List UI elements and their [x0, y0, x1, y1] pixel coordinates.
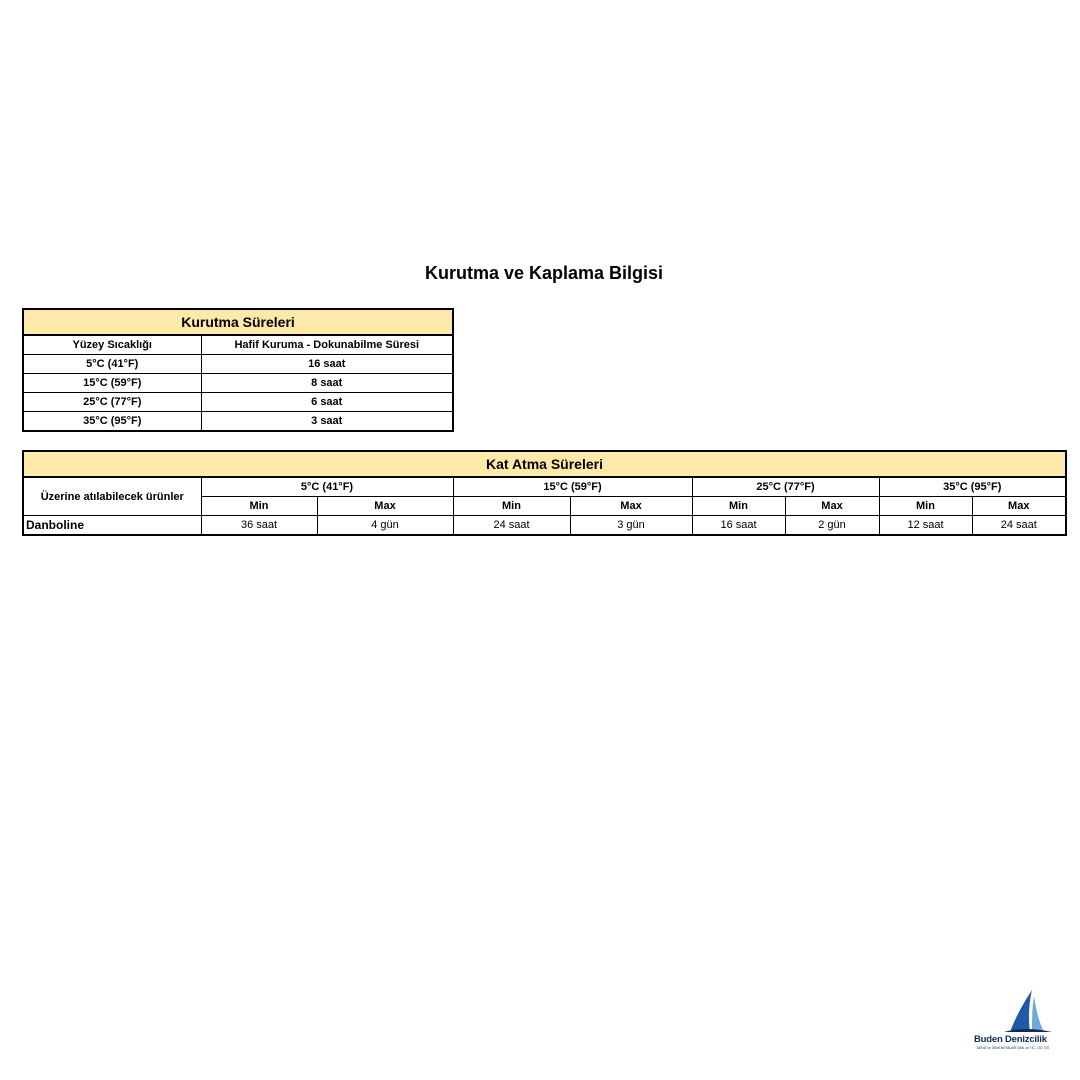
min-value-cell: 12 saat [879, 516, 972, 536]
table-row [23, 393, 453, 412]
min-value-cell: 36 saat [201, 516, 317, 536]
temperature-cell: 35°C (95°F) [23, 412, 201, 432]
column-header-drying-time: Hafif Kuruma - Dokunabilme Süresi [201, 335, 453, 355]
table-row [23, 355, 453, 374]
temperature-group-header: 35°C (95°F) [879, 477, 1066, 497]
min-header: Min [879, 497, 972, 516]
table-row [23, 412, 453, 432]
max-value-cell: 24 saat [972, 516, 1066, 536]
logo-name: Buden Denizcilik [974, 1034, 1047, 1045]
table-row [23, 516, 1066, 536]
drying-heading: Kurutma Süreleri [23, 309, 453, 335]
temperature-group-header: 15°C (59°F) [453, 477, 692, 497]
max-header: Max [785, 497, 879, 516]
temperature-cell: 5°C (41°F) [23, 355, 201, 374]
drying-time-cell: 8 saat [201, 374, 453, 393]
max-value-cell: 4 gün [317, 516, 453, 536]
sailboat-icon [974, 988, 1074, 1036]
min-value-cell: 24 saat [453, 516, 570, 536]
products-label: Üzerine atılabilecek ürünler [23, 477, 201, 516]
temperature-group-header: 5°C (41°F) [201, 477, 453, 497]
column-header-temperature: Yüzey Sıcaklığı [23, 335, 201, 355]
recoat-heading: Kat Atma Süreleri [23, 451, 1066, 477]
product-name: Danboline [23, 516, 201, 536]
temperature-group-header: 25°C (77°F) [692, 477, 879, 497]
max-value-cell: 2 gün [785, 516, 879, 536]
page-title: Kurutma ve Kaplama Bilgisi [424, 263, 664, 283]
min-value-cell: 16 saat [692, 516, 785, 536]
drying-time-cell: 3 saat [201, 412, 453, 432]
drying-time-cell: 6 saat [201, 393, 453, 412]
min-header: Min [453, 497, 570, 516]
temperature-cell: 25°C (77°F) [23, 393, 201, 412]
table-row [23, 374, 453, 393]
max-value-cell: 3 gün [570, 516, 692, 536]
logo-subtitle: DENİZ ve GEMİ BOYALARI SAN. ve TİC. LTD. ŞTİ. [977, 1046, 1051, 1050]
max-header: Max [972, 497, 1066, 516]
temperature-cell: 15°C (59°F) [23, 374, 201, 393]
min-header: Min [692, 497, 785, 516]
max-header: Max [570, 497, 692, 516]
drying-time-cell: 16 saat [201, 355, 453, 374]
company-logo [974, 988, 1074, 1058]
max-header: Max [317, 497, 453, 516]
drying-times-table [22, 308, 454, 432]
min-header: Min [201, 497, 317, 516]
recoating-times-table [22, 450, 1067, 536]
